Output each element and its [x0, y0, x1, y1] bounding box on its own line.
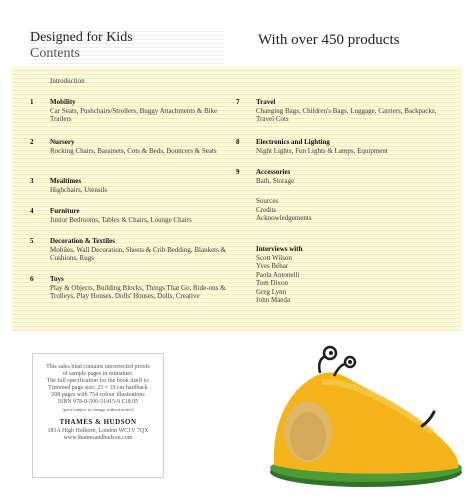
chapter-subjects: Changing Bags, Children's Bags, Luggage, Carriers, Backpacks, Travel Cots [256, 106, 437, 123]
info-line: of sample pages in miniature. [62, 371, 134, 377]
chapter-entry [50, 177, 225, 194]
chapter-title: Mealtimes [50, 177, 82, 185]
chapter-number: 9 [236, 168, 240, 176]
chapter-title: Nursery [50, 138, 75, 146]
chapter-number: 5 [30, 237, 34, 245]
interviewee: Scott Wilson [256, 253, 292, 262]
info-line: Trimmed page size: 23 × 19 cm hardback [48, 385, 148, 391]
chapter-number: 1 [30, 98, 34, 106]
book-info-box [32, 353, 164, 478]
back-matter-item: Credits [256, 205, 277, 214]
info-line: The full specification for the book itself is: [46, 378, 150, 384]
publisher-website: www.thamesandhudson.com [63, 435, 133, 441]
interviewee: John Maeda [256, 296, 291, 304]
interviewee: Tom Dixon [256, 279, 288, 287]
back-matter-list [256, 197, 312, 223]
chapter-subjects: Mobiles, Wall Decoration, Sheets & Crib Bedding, Blankets & Cushions, Rugs [50, 245, 227, 262]
chapter-title: Toys [50, 275, 64, 283]
book-title: Designed for Kids [30, 30, 133, 45]
chapter-title: Mobility [50, 98, 76, 106]
publisher-address: 181A High Holborn, London WC1V 7QX [47, 428, 149, 434]
chapter-number: 2 [30, 138, 34, 146]
interviewee: Greg Lynn [256, 287, 287, 296]
chapter-title: Decoration & Textiles [50, 237, 115, 245]
chapter-entry [50, 138, 225, 155]
info-line: ISBN 978-0-500-51415-9 £18.95 [57, 399, 139, 405]
chapter-entry [256, 98, 441, 124]
chapter-number: 4 [30, 207, 34, 215]
chapter-entry [256, 138, 441, 155]
interviewee: Yves Béhar [256, 262, 289, 270]
info-line: This sales blad contains uncorrected proofs [46, 364, 150, 370]
chapter-title: Accessories [256, 168, 291, 176]
chapter-title: Travel [256, 98, 276, 106]
back-matter-item: Acknowledgements [256, 214, 312, 222]
interviews-list [256, 245, 302, 305]
chapter-subjects: Car Seats, Pushchairs/Strollers, Buggy Attachments & Bike Trailers [50, 106, 218, 123]
intro-entry: Introduction [50, 77, 85, 85]
contents-panel [12, 67, 462, 331]
chapter-subjects: Rocking Chairs, Bassinets, Cots & Beds, Bouncers & Seats [50, 146, 217, 155]
chapter-number: 6 [30, 275, 34, 283]
interviewee: Paola Antonelli [256, 270, 300, 279]
info-line: 208 pages with 754 colour illustrations [51, 392, 145, 398]
chapter-entry [50, 98, 225, 124]
chapter-number: 7 [236, 98, 240, 106]
chapter-entry [50, 207, 230, 224]
chapter-subjects: Highchairs, Utensils [50, 185, 108, 194]
chapter-entry [50, 237, 230, 263]
yellow-creature-chair-image [262, 340, 462, 492]
chapter-subjects: Play & Objects, Building Blocks, Things That Go, Ride-ons & Trolleys, Play Houses, Dolls' Houses, Dolls, Creative [50, 283, 226, 300]
tagline: With over 450 products [258, 32, 400, 48]
contents-heading: Contents [30, 46, 80, 61]
chapter-number: 3 [30, 177, 34, 185]
chapter-subjects: Bath, Storage [256, 176, 295, 185]
header-left [30, 30, 224, 62]
chapter-entry [256, 168, 441, 185]
chapter-subjects: Night Lights, Fun Lights & Lamps, Equipment [256, 146, 388, 155]
chapter-title: Electronics and Lighting [256, 138, 330, 146]
back-matter-item: Sources [256, 197, 279, 205]
chapter-subjects: Junior Bedrooms, Tables & Chairs, Lounge Chairs [50, 215, 192, 224]
chapter-entry [50, 275, 230, 301]
interviews-heading: Interviews with [256, 245, 303, 253]
chapter-number: 8 [236, 138, 240, 146]
chapter-title: Furniture [50, 207, 80, 215]
price-note: (price subject to change without notice) [62, 407, 134, 412]
publisher-name: THAMES & HUDSON [59, 418, 137, 426]
